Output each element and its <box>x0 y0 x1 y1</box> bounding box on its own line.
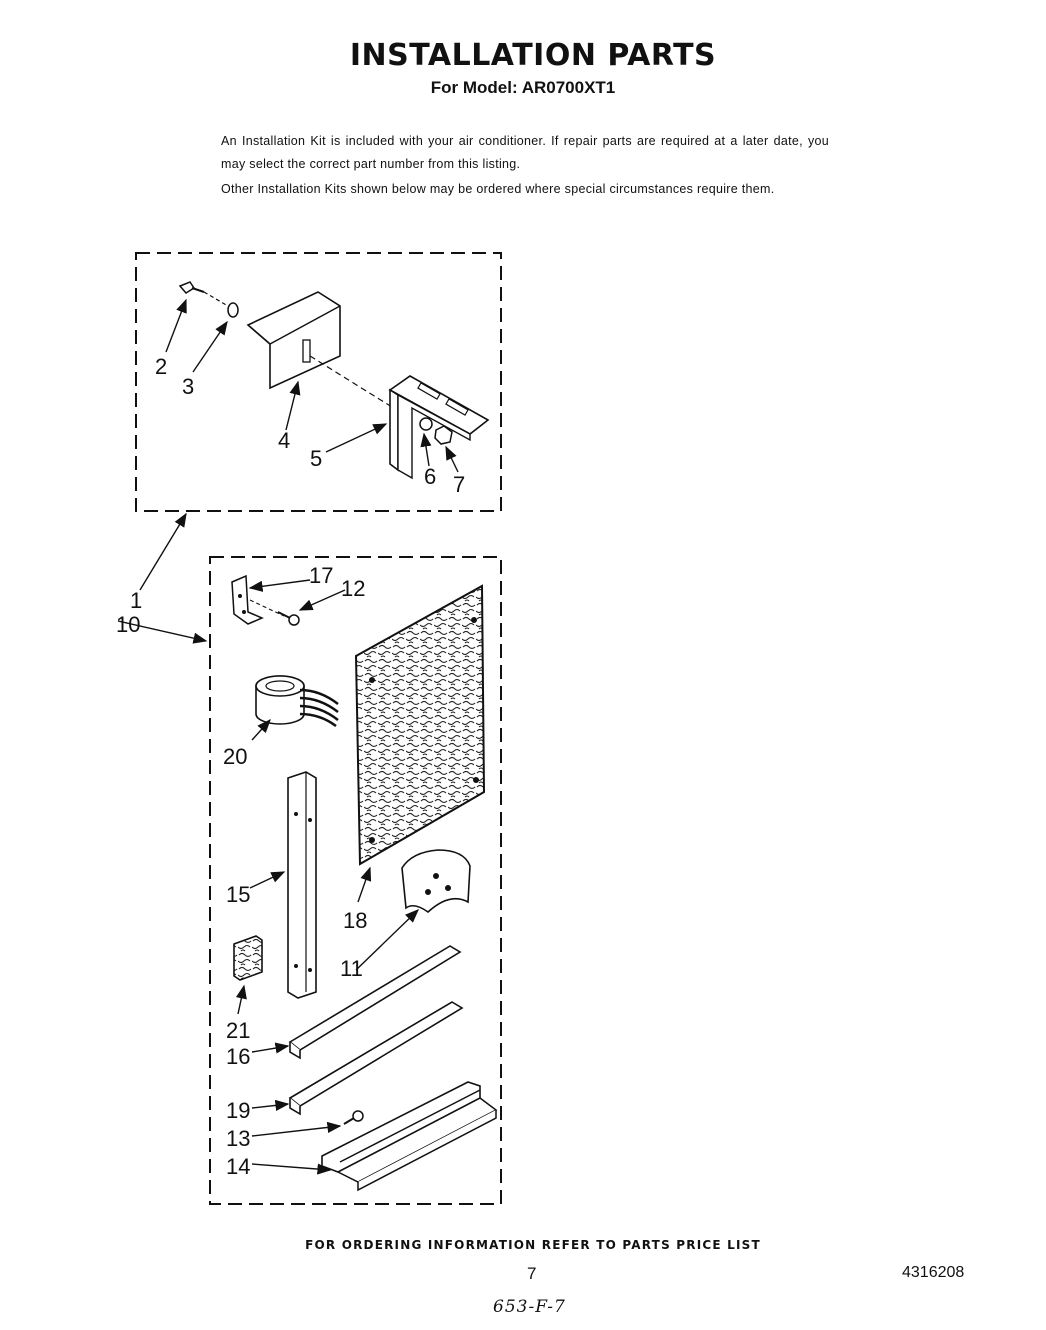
callout-18: 18 <box>343 908 368 933</box>
foam-panel-part-18 <box>356 586 484 864</box>
callout-6: 6 <box>424 464 437 489</box>
callout-16: 16 <box>226 1044 251 1069</box>
callout-2: 2 <box>155 354 168 379</box>
handwritten-note: 653-F-7 <box>493 1297 566 1317</box>
strap-part-11 <box>402 850 470 912</box>
screw-part-13 <box>344 1111 363 1124</box>
angle-bracket-part-5 <box>390 376 488 478</box>
callout-20: 20 <box>223 744 248 769</box>
ordering-note: FOR ORDERING INFORMATION REFER TO PARTS PRICE LIST <box>305 1238 761 1252</box>
callout-13: 13 <box>226 1126 251 1151</box>
callout-19: 19 <box>226 1098 251 1123</box>
side-channel-part-15 <box>288 772 316 998</box>
callout-21: 21 <box>226 1018 251 1043</box>
document-number: 4316208 <box>902 1264 965 1281</box>
intro-paragraph-2: Other Installation Kits shown below may be ordered where special circumstances require them. <box>221 182 775 196</box>
callout-17: 17 <box>309 563 334 588</box>
bracket-cover-part-4 <box>248 292 340 388</box>
page-title: INSTALLATION PARTS <box>349 38 717 73</box>
callout-1: 1 <box>130 588 143 613</box>
callout-4: 4 <box>278 428 291 453</box>
callout-15: 15 <box>226 882 251 907</box>
page-number: 7 <box>527 1264 537 1283</box>
callout-7: 7 <box>453 472 466 497</box>
small-bracket-part-17 <box>232 576 262 624</box>
sill-angle-part-14 <box>322 1082 496 1190</box>
tape-roll-part-20 <box>256 676 338 726</box>
screw-part-2 <box>180 282 204 293</box>
callout-10: 10 <box>116 612 141 637</box>
callout-12: 12 <box>341 576 366 601</box>
foam-strip-part-19 <box>290 1002 462 1114</box>
model-subtitle: For Model: AR0700XT1 <box>430 78 616 97</box>
washer-part-3 <box>228 303 238 317</box>
callout-14: 14 <box>226 1154 251 1179</box>
screw-part-12 <box>278 612 299 625</box>
callout-11: 11 <box>340 956 363 981</box>
callout-5: 5 <box>310 446 323 471</box>
callout-3: 3 <box>182 374 195 399</box>
foam-block-part-21 <box>234 936 262 980</box>
intro-paragraph-1: An Installation Kit is included with your air conditioner. If repair parts are required at a later date, you may select the correct part number from this listing. <box>221 134 829 171</box>
washer-part-6 <box>420 418 432 430</box>
